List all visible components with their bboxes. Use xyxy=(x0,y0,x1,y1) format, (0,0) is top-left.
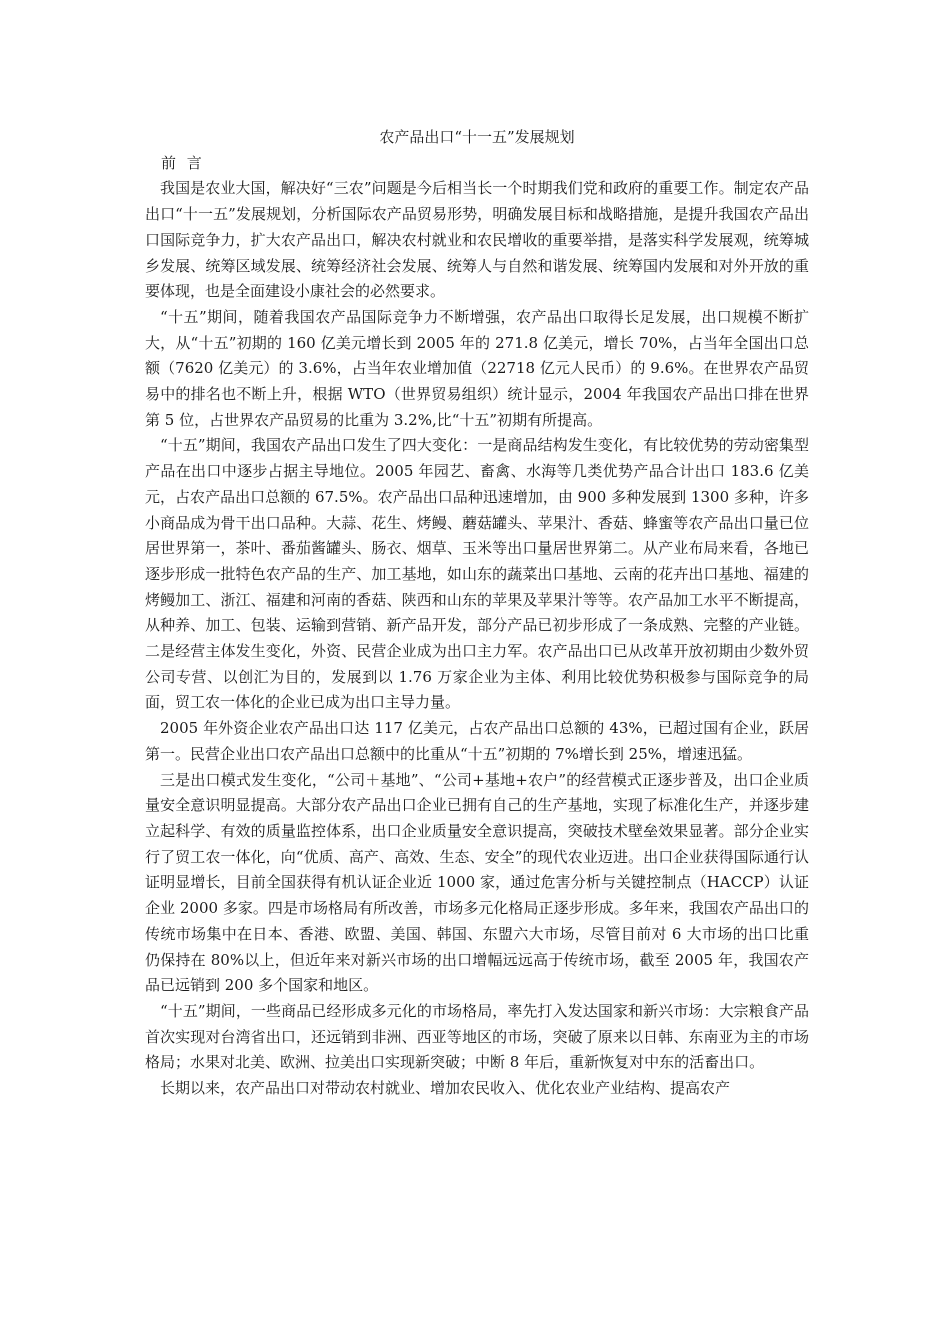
paragraph: 长期以来，农产品出口对带动农村就业、增加农民收入、优化农业产业结构、提高农产 xyxy=(160,1079,731,1098)
document-body xyxy=(145,125,809,1102)
paragraph: “十五”期间，随着我国农产品国际竞争力不断增强，农产品出口取得长足发展，出口规模不断扩大，从“十五”初期的 160 亿美元增长到 2005 年的 271.8 亿美元，增长 70%，占当年全国出口总额（7620 亿美元）的 3.6%，占当年农业增加值（22718 亿元人民币）的 9.6%。在世界农产品贸易中的排名也不断上升，根据 WTO（世界贸易组织）统计显示，2004 年我国农产品出口排在世界第 5 位，占世界农产品贸易的比重为 3.2%,比“十五”初期有所提高。 xyxy=(145,307,809,429)
section-heading-preface: 前 言 xyxy=(161,153,205,172)
document-title: 农产品出口“十一五”发展规划 xyxy=(379,128,575,146)
paragraph: 三是出口模式发生变化，“公司＋基地”、“公司+基地+农户”的经营模式正逐步普及，出口企业质量安全意识明显提高。大部分农产品出口企业已拥有自己的生产基地，实现了标准化生产，并逐步建立起科学、有效的质量监控体系，出口企业质量安全意识提高，突破技术壁垒效果显著。部分企业实行了贸工农一体化，向“优质、高产、高效、生态、安全”的现代农业迈进。出口企业获得国际通行认证明显增长，目前全国获得有机认证企业近 1000 家，通过危害分析与关键控制点（HACCP）认证企业 2000 多家。四是市场格局有所改善，市场多元化格局正逐步形成。多年来，我国农产品出口的传统市场集中在日本、香港、欧盟、美国、韩国、东盟六大市场，尽管目前对 6 大市场的出口比重仍保持在 80%以上，但近年来对新兴市场的出口增幅远远高于传统市场，截至 2005 年，我国农产品已远销到 200 多个国家和地区。 xyxy=(145,770,809,995)
paragraph: 我国是农业大国，解决好“三农”问题是今后相当长一个时期我们党和政府的重要工作。制定农产品出口“十一五”发展规划，分析国际农产品贸易形势，明确发展目标和战略措施，是提升我国农产品出口国际竞争力，扩大农产品出口，解决农村就业和农民增收的重要举措，是落实科学发展观，统筹城乡发展、统筹区域发展、统筹经济社会发展、统筹人与自然和谐发展、统筹国内发展和对外开放的重要体现，也是全面建设小康社会的必然要求。 xyxy=(145,179,809,301)
paragraph: “十五”期间，一些商品已经形成多元化的市场格局，率先打入发达国家和新兴市场：大宗粮食产品首次实现对台湾省出口，还远销到非洲、西亚等地区的市场，突破了原来以日韩、东南亚为主的市场格局；水果对北美、欧洲、拉美出口实现新突破；中断 8 年后，重新恢复对中东的活畜出口。 xyxy=(145,1001,809,1072)
paragraph: “十五”期间，我国农产品出口发生了四大变化：一是商品结构发生变化，有比较优势的劳动密集型产品在出口中逐步占据主导地位。2005 年园艺、畜禽、水海等几类优势产品合计出口 183.6 亿美元，占农产品出口总额的 67.5%。农产品出口品种迅速增加，由 900 多种发展到 1300 多种，许多小商品成为骨干出口品种。大蒜、花生、烤鳗、蘑菇罐头、苹果汁、香菇、蜂蜜等农产品出口量已位居世界第一，茶叶、番茄酱罐头、肠衣、烟草、玉米等出口量居世界第二。从产业布局来看，各地已逐步形成一批特色农产品的生产、加工基地，如山东的蔬菜出口基地、云南的花卉出口基地、福建的烤鳗加工、浙江、福建和河南的香菇、陕西和山东的苹果及苹果汁等等。农产品加工水平不断提高，从种养、加工、包装、运输到营销、新产品开发，部分产品已初步形成了一条成熟、完整的产业链。二是经营主体发生变化，外资、民营企业成为出口主力军。农产品出口已从改革开放初期由少数外贸公司专营、以创汇为目的，发展到以 1.76 万家企业为主体、利用比较优势积极参与国际竞争的局面，贸工农一体化的企业已成为出口主导力量。 xyxy=(145,436,809,712)
paragraph: 2005 年外资企业农产品出口达 117 亿美元，占农产品出口总额的 43%，已超过国有企业，跃居第一。民营企业出口农产品出口总额中的比重从“十五”初期的 7%增长到 25%，增速迅猛。 xyxy=(145,719,809,763)
